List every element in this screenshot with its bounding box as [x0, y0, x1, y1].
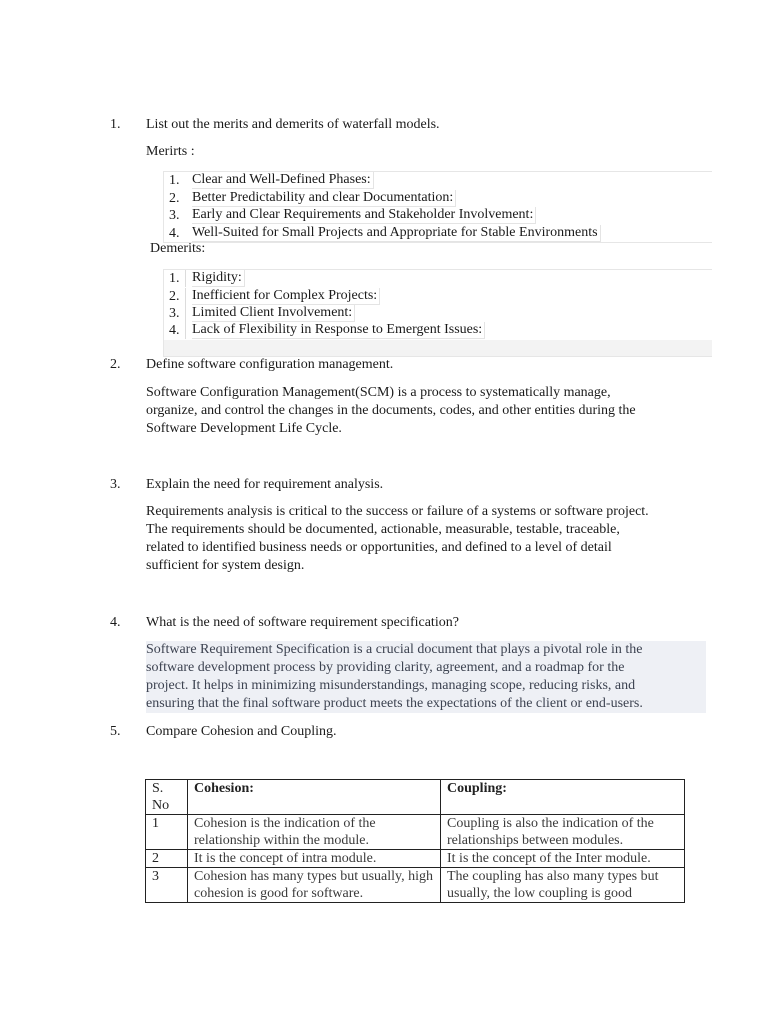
merits-item-text: Early and Clear Requirements and Stakeholder Involvement:: [192, 207, 536, 224]
answer-line: The requirements should be documented, actionable, measurable, testable, traceable,: [146, 522, 620, 537]
question-number-4: 4.: [110, 615, 121, 630]
merits-item-index: 2.: [169, 191, 180, 206]
table-cell-cohesion: Cohesion is the indication of the relationship within the module.: [188, 815, 441, 850]
table-cell-cohesion: Cohesion has many types but usually, high cohesion is good for software.: [188, 868, 441, 903]
merits-item-index: 3.: [169, 208, 180, 223]
demerits-item-text: Lack of Flexibility in Response to Emergent Issues:: [192, 322, 485, 339]
answer-3: [146, 503, 706, 575]
comparison-table: [145, 779, 685, 903]
answer-line: Software Development Life Cycle.: [146, 421, 342, 436]
table-header-sno: S. No: [146, 780, 188, 815]
table-row: [146, 815, 685, 850]
question-3-text: Explain the need for requirement analysis.: [146, 477, 384, 492]
answer-line: Software Configuration Management(SCM) is a process to systematically manage,: [146, 385, 611, 400]
question-number-1: 1.: [110, 117, 121, 132]
answer-line: Requirements analysis is critical to the success or failure of a systems or software project.: [146, 504, 649, 519]
list-shade-bar: [164, 340, 712, 356]
demerits-item-index: 3.: [169, 305, 186, 322]
table-header-cohesion: Cohesion:: [188, 780, 441, 815]
question-number-3: 3.: [110, 477, 121, 492]
merits-item-index: 4.: [169, 226, 180, 241]
demerits-item-text: Inefficient for Complex Projects:: [192, 288, 380, 305]
demerits-item-index: 2.: [169, 288, 186, 305]
merits-list: [163, 171, 712, 243]
answer-line: related to identified business needs or opportunities, and defined to a level of detail: [146, 540, 612, 555]
answer-line: sufficient for system design.: [146, 558, 305, 573]
demerits-list: [163, 269, 712, 357]
merits-item-text: Better Predictability and clear Documentation:: [192, 190, 456, 207]
table-cell-coupling: The coupling has also many types but usually, the low coupling is good: [441, 868, 685, 903]
answer-2: [146, 384, 706, 438]
demerits-item-index: 1.: [169, 270, 186, 287]
demerits-item-index: 4.: [169, 322, 186, 339]
merits-item-text: Well-Suited for Small Projects and Appropriate for Stable Environments: [192, 225, 601, 242]
table-cell-sno: 3: [146, 868, 188, 903]
question-1-text: List out the merits and demerits of waterfall models.: [146, 117, 440, 132]
question-number-2: 2.: [110, 357, 121, 372]
merits-item-text: Clear and Well-Defined Phases:: [192, 172, 374, 189]
question-2-text: Define software configuration management.: [146, 357, 394, 372]
answer-line: organize, and control the changes in the documents, codes, and other entities during the: [146, 403, 636, 418]
table-row: [146, 868, 685, 903]
answer-line: software development process by providing clarity, agreement, and a roadmap for the: [146, 659, 706, 677]
merits-label: Merirts :: [146, 144, 195, 159]
demerits-item-text: Rigidity:: [192, 270, 245, 287]
table-cell-sno: 1: [146, 815, 188, 850]
table-header-coupling: Coupling:: [441, 780, 685, 815]
demerits-item-text: Limited Client Involvement:: [192, 305, 355, 322]
demerits-label: Demerits:: [150, 241, 206, 256]
table-cell-cohesion: It is the concept of intra module.: [188, 850, 441, 868]
table-cell-coupling: Coupling is also the indication of the relationships between modules.: [441, 815, 685, 850]
table-cell-coupling: It is the concept of the Inter module.: [441, 850, 685, 868]
answer-4: [146, 641, 706, 713]
table-header-row: [146, 780, 685, 815]
answer-line: ensuring that the final software product meets the expectations of the client or end-users.: [146, 695, 706, 713]
answer-line: Software Requirement Specification is a crucial document that plays a pivotal role in the: [146, 641, 706, 659]
answer-line: project. It helps in minimizing misunderstandings, managing scope, reducing risks, and: [146, 677, 706, 695]
question-4-text: What is the need of software requirement specification?: [146, 615, 459, 630]
merits-item-index: 1.: [169, 173, 180, 188]
table-row: [146, 850, 685, 868]
question-5-text: Compare Cohesion and Coupling.: [146, 724, 337, 739]
table-cell-sno: 2: [146, 850, 188, 868]
question-number-5: 5.: [110, 724, 121, 739]
